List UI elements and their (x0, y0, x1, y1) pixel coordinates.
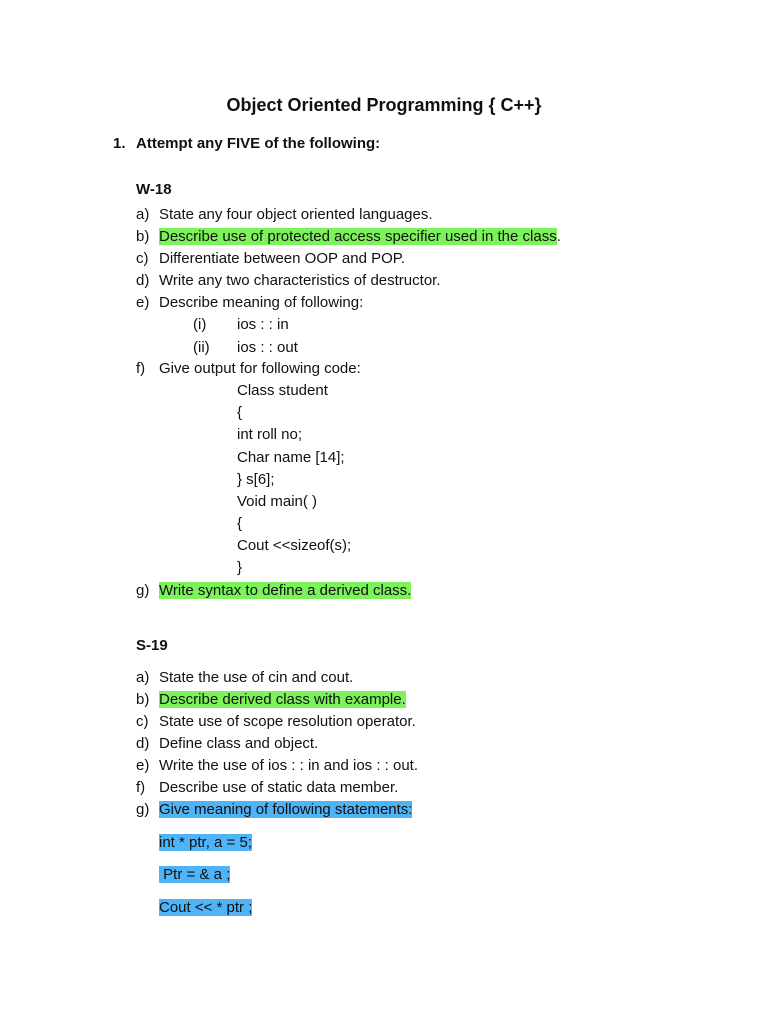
list-item (136, 802, 149, 817)
highlighted-text: Describe derived class with example. (159, 691, 406, 708)
item-text (159, 229, 561, 244)
code-line: Void main( ) (237, 493, 318, 510)
code-line: { (237, 404, 243, 421)
list-item (136, 273, 149, 288)
section-heading-s19: S-19 (136, 637, 168, 654)
list-item (136, 714, 149, 729)
item-label: d) (136, 272, 150, 289)
code-line: Char name [14]; (237, 449, 345, 466)
item-text (159, 802, 412, 817)
page-title: Object Oriented Programming { C++} (226, 95, 542, 115)
sub-item-label: (i) (193, 316, 207, 333)
item-text: Write any two characteristics of destructor. (159, 272, 441, 289)
question-number: 1. (113, 135, 126, 152)
sub-item-text: ios : : out (237, 339, 298, 356)
highlighted-text: Describe use of protected access specifier used in the class (159, 228, 557, 245)
item-trail: . (556, 228, 561, 245)
highlighted-text: Write syntax to define a derived class. (159, 582, 412, 599)
code-statement (159, 835, 252, 850)
item-label: f) (136, 360, 146, 377)
item-text: State use of scope resolution operator. (159, 713, 416, 730)
item-text (159, 583, 411, 598)
code-line: { (237, 515, 243, 532)
item-text: Define class and object. (159, 735, 319, 752)
list-item (136, 229, 149, 244)
item-label: c) (136, 713, 149, 730)
item-label: a) (136, 206, 150, 223)
list-item (136, 207, 149, 222)
list-item (136, 692, 149, 707)
item-text: Describe use of static data member. (159, 779, 399, 796)
list-item (136, 251, 149, 266)
item-label: f) (136, 779, 146, 796)
item-text: Differentiate between OOP and POP. (159, 250, 405, 267)
list-item (136, 780, 145, 795)
item-text: State any four object oriented languages. (159, 206, 433, 223)
list-item (136, 295, 149, 310)
item-label: g) (136, 801, 150, 818)
highlighted-text: Give meaning of following statements: (159, 801, 413, 818)
item-text (159, 692, 406, 707)
item-label: b) (136, 228, 150, 245)
item-label: c) (136, 250, 149, 267)
item-text: State the use of cin and cout. (159, 669, 354, 686)
list-item (136, 670, 149, 685)
question-instruction: Attempt any FIVE of the following: (136, 135, 381, 152)
item-label: g) (136, 582, 150, 599)
item-label: d) (136, 735, 150, 752)
code-line: int roll no; (237, 426, 303, 443)
item-label: e) (136, 294, 150, 311)
sub-item-label: (ii) (193, 339, 210, 356)
code-line: } s[6]; (237, 471, 275, 488)
code-statement (159, 900, 252, 915)
highlighted-text: Cout << * ptr ; (159, 899, 253, 916)
sub-item-text: ios : : in (237, 316, 289, 333)
item-text: Describe meaning of following: (159, 294, 364, 311)
code-statement (159, 867, 230, 882)
item-label: a) (136, 669, 150, 686)
code-line: Class student (237, 382, 328, 399)
highlighted-text: Ptr = & a ; (159, 866, 231, 883)
item-text: Write the use of ios : : in and ios : : out. (159, 757, 419, 774)
item-label: e) (136, 757, 150, 774)
code-line: } (237, 559, 243, 576)
item-text: Give output for following code: (159, 360, 361, 377)
item-label: b) (136, 691, 150, 708)
list-item (136, 361, 145, 376)
list-item (136, 583, 149, 598)
highlighted-text: int * ptr, a = 5; (159, 834, 252, 851)
code-line: Cout <<sizeof(s); (237, 537, 352, 554)
section-heading-w18: W-18 (136, 181, 172, 198)
list-item (136, 758, 149, 773)
list-item (136, 736, 149, 751)
